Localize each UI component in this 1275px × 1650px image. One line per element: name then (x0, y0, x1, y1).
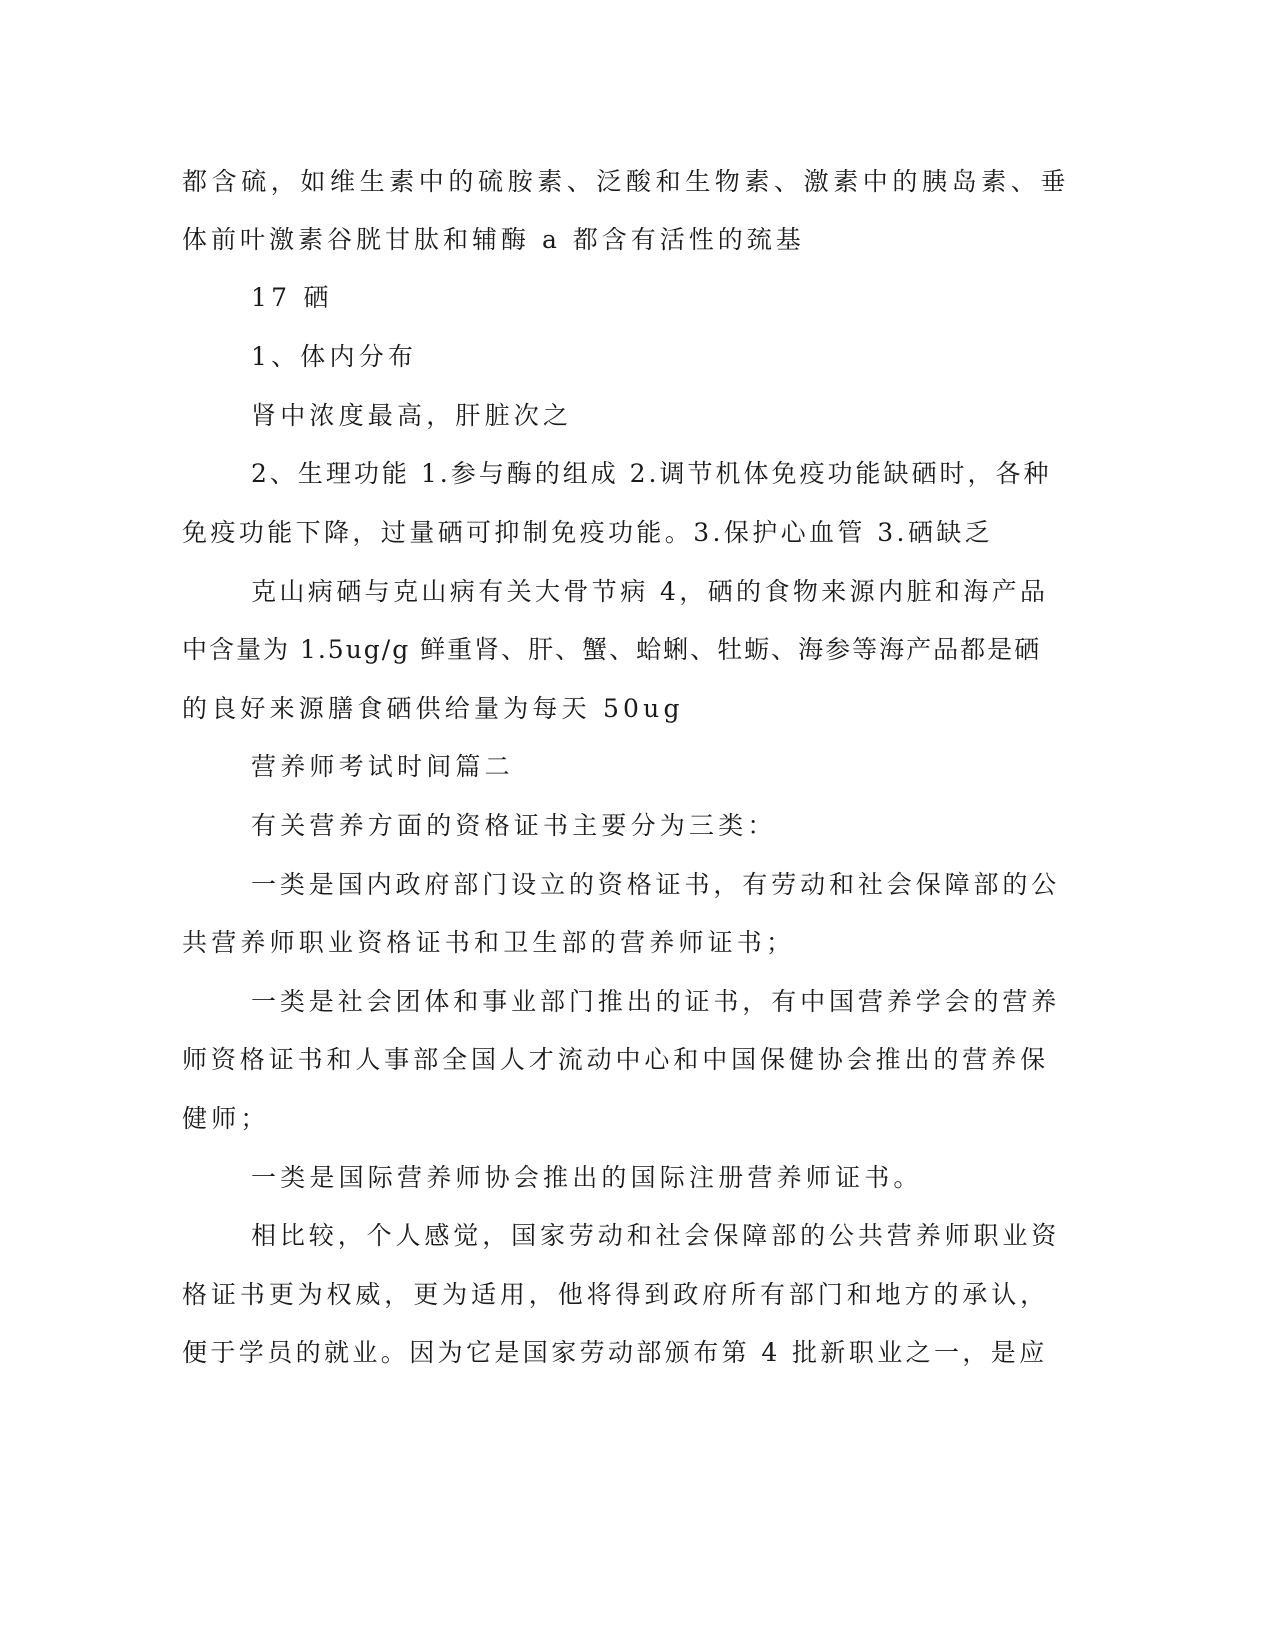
text-line: 便于学员的就业。因为它是国家劳动部颁布第 4 批新职业之一，是应 (182, 1338, 1048, 1367)
text-line: 免疫功能下降，过量硒可抑制免疫功能。3.保护心血管 3.硒缺乏 (182, 518, 994, 547)
text-line: 有关营养方面的资格证书主要分为三类： (251, 811, 777, 840)
text-line: 格证书更为权威，更为适用，他将得到政府所有部门和地方的承认， (182, 1280, 1050, 1309)
text-line: 体前叶激素谷胱甘肽和辅酶 a 都含有活性的巯基 (182, 225, 805, 254)
text-line: 一类是社会团体和事业部门推出的证书，有中国营养学会的营养 (251, 987, 1061, 1016)
text-line: 中含量为 1.5ug/g 鲜重肾、肝、蟹、蛤蜊、牡蛎、海参等海产品都是硒 (182, 635, 1042, 664)
text-line: 2、生理功能 1.参与酶的组成 2.调节机体免疫功能缺硒时，各种 (251, 459, 1052, 488)
section-heading: 17 硒 (251, 283, 333, 312)
text-line: 健师； (182, 1104, 270, 1133)
text-line: 师资格证书和人事部全国人才流动中心和中国保健协会推出的营养保 (182, 1045, 1050, 1074)
text-line: 肾中浓度最高，肝脏次之 (251, 401, 573, 430)
section-heading: 营养师考试时间篇二 (251, 752, 514, 781)
text-line: 共营养师职业资格证书和卫生部的营养师证书； (182, 928, 796, 957)
text-line: 一类是国内政府部门设立的资格证书，有劳动和社会保障部的公 (251, 870, 1061, 899)
text-line: 克山病硒与克山病有关大骨节病 4，硒的食物来源内脏和海产品 (251, 577, 1049, 606)
text-line: 的良好来源膳食硒供给量为每天 50ug (182, 694, 684, 723)
text-line: 都含硫，如维生素中的硫胺素、泛酸和生物素、激素中的胰岛素、垂 (182, 167, 1071, 196)
text-line: 一类是国际营养师协会推出的国际注册营养师证书。 (251, 1163, 923, 1192)
subheading: 1、体内分布 (251, 342, 418, 371)
text-line: 相比较，个人感觉，国家劳动和社会保障部的公共营养师职业资 (251, 1221, 1061, 1250)
